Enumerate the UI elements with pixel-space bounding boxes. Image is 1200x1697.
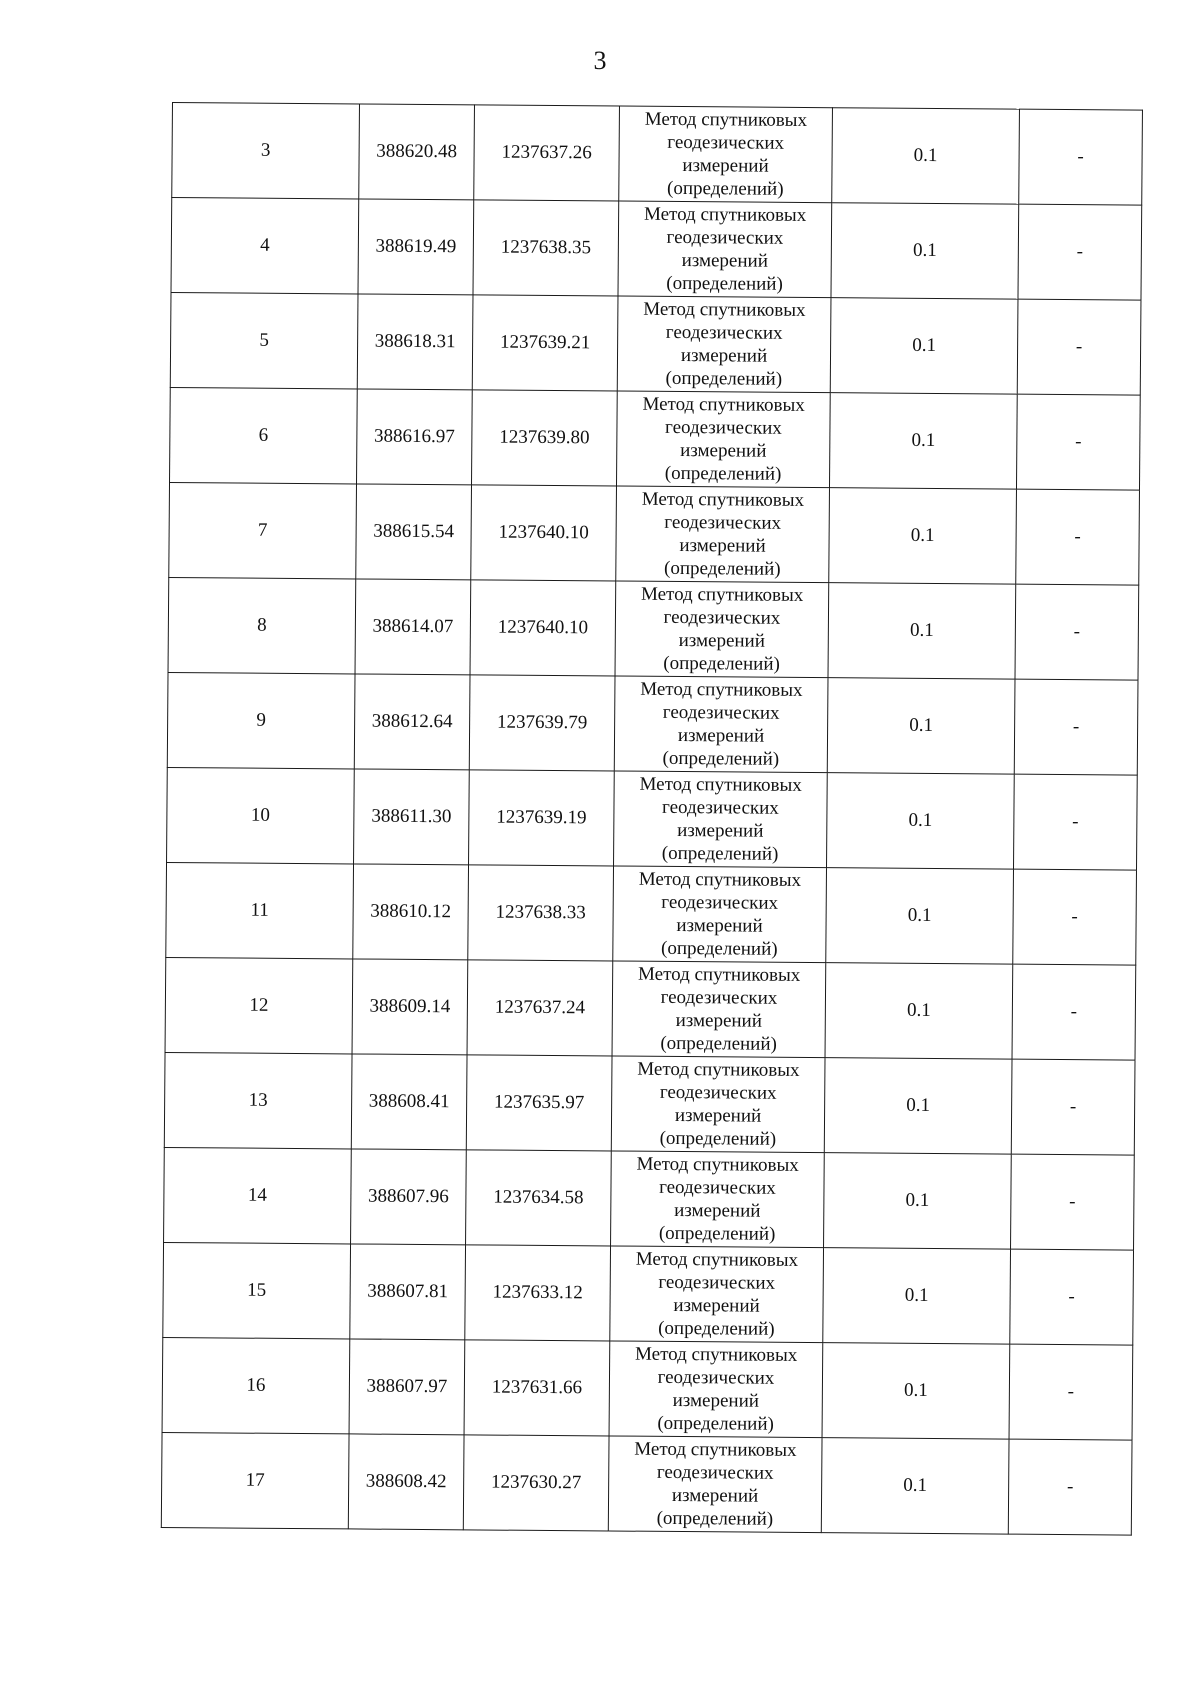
x-coordinate-cell: 388608.42 — [348, 1434, 464, 1530]
point-number-cell: 5 — [170, 292, 358, 388]
method-cell — [614, 771, 828, 868]
note-cell: - — [1009, 1344, 1133, 1440]
accuracy-cell: 0.1 — [827, 773, 1015, 869]
point-number-cell: 3 — [172, 103, 360, 199]
method-line: Метод спутниковых — [643, 298, 806, 321]
method-line: измерений — [673, 1294, 760, 1317]
method-line: Метод спутниковых — [640, 678, 803, 701]
method-line: измерений — [675, 1009, 763, 1032]
method-cell — [612, 961, 826, 1058]
method-line: геодезических — [666, 226, 784, 249]
method-line: Метод спутниковых — [638, 868, 802, 891]
y-coordinate-cell: 1237639.21 — [472, 295, 618, 391]
accuracy-cell: 0.1 — [829, 488, 1017, 584]
method-line: (определений) — [665, 367, 783, 390]
method-line: геодезических — [662, 701, 780, 724]
y-coordinate-cell: 1237637.24 — [467, 960, 613, 1056]
table-row — [165, 957, 1136, 1060]
method-cell — [610, 1246, 824, 1343]
x-coordinate-cell: 388615.54 — [356, 484, 472, 580]
method-line: геодезических — [660, 986, 778, 1009]
x-coordinate-cell: 388614.07 — [355, 579, 471, 675]
method-line: Метод спутниковых — [643, 203, 807, 226]
table-row — [170, 292, 1141, 395]
x-coordinate-cell: 388608.41 — [351, 1054, 467, 1150]
method-line: Метод спутниковых — [639, 773, 802, 796]
y-coordinate-cell: 1237639.19 — [469, 770, 615, 866]
method-line: измерений — [678, 629, 766, 652]
y-coordinate-cell: 1237640.10 — [471, 485, 617, 581]
x-coordinate-cell: 388616.97 — [357, 389, 473, 485]
method-line: Метод спутниковых — [637, 963, 801, 986]
method-line: Метод спутниковых — [644, 108, 808, 131]
method-cell — [619, 106, 833, 203]
y-coordinate-cell: 1237631.66 — [464, 1340, 610, 1436]
accuracy-cell: 0.1 — [825, 963, 1013, 1059]
y-coordinate-cell: 1237630.27 — [463, 1435, 609, 1531]
method-line: измерений — [672, 1389, 760, 1412]
method-line: геодезических — [659, 1176, 776, 1199]
method-line: геодезических — [659, 1081, 777, 1104]
method-line: (определений) — [660, 1032, 777, 1055]
method-line: геодезических — [663, 606, 781, 629]
note-cell: - — [1015, 584, 1139, 680]
point-number-cell: 11 — [166, 862, 354, 958]
note-cell: - — [1011, 1154, 1135, 1250]
method-line: (определений) — [661, 842, 779, 865]
note-cell: - — [1016, 489, 1140, 585]
note-cell: - — [1014, 679, 1138, 775]
method-line: измерений — [681, 250, 769, 272]
table-row — [164, 1052, 1135, 1155]
method-line: измерений — [674, 1104, 762, 1127]
method-line: (определений) — [659, 1127, 777, 1150]
point-number-cell: 12 — [165, 957, 353, 1053]
accuracy-cell: 0.1 — [821, 1438, 1009, 1534]
accuracy-cell: 0.1 — [824, 1058, 1012, 1154]
accuracy-cell: 0.1 — [832, 108, 1020, 204]
table-row — [169, 482, 1140, 585]
note-cell: - — [1017, 299, 1141, 395]
method-cell — [616, 486, 830, 583]
method-line: (определений) — [661, 937, 778, 960]
method-line: Метод спутниковых — [637, 1058, 800, 1081]
y-coordinate-cell: 1237638.33 — [468, 865, 614, 961]
table-row — [161, 1432, 1132, 1535]
point-number-cell: 9 — [167, 672, 355, 768]
accuracy-cell: 0.1 — [823, 1248, 1011, 1344]
method-line: измерений — [677, 724, 765, 747]
method-line: (определений) — [664, 557, 781, 580]
method-cell — [615, 581, 829, 678]
note-cell: - — [1016, 394, 1140, 490]
table-row — [167, 767, 1138, 870]
x-coordinate-cell: 388607.96 — [351, 1149, 467, 1245]
method-cell — [613, 866, 827, 963]
table-row — [170, 387, 1141, 490]
accuracy-cell: 0.1 — [824, 1153, 1012, 1249]
accuracy-cell: 0.1 — [822, 1343, 1010, 1439]
method-cell — [614, 676, 828, 773]
point-number-cell: 10 — [167, 767, 355, 863]
x-coordinate-cell: 388610.12 — [353, 864, 469, 960]
accuracy-cell: 0.1 — [829, 393, 1017, 489]
method-line: измерений — [680, 345, 768, 367]
method-line: измерений — [671, 1484, 759, 1507]
method-line: Метод спутниковых — [636, 1153, 799, 1176]
point-number-cell: 8 — [168, 577, 356, 673]
method-line: Метод спутниковых — [634, 1343, 798, 1366]
method-line: измерений — [680, 440, 767, 462]
method-line: геодезических — [662, 796, 779, 819]
method-line: геодезических — [665, 416, 782, 439]
method-line: (определений) — [663, 652, 780, 675]
method-line: Метод спутниковых — [641, 488, 805, 511]
point-number-cell: 4 — [171, 198, 359, 294]
method-line: измерений — [679, 534, 766, 557]
method-cell — [611, 1056, 825, 1153]
y-coordinate-cell: 1237633.12 — [465, 1245, 611, 1341]
note-cell: - — [1012, 964, 1136, 1060]
point-number-cell: 13 — [164, 1052, 352, 1148]
table-row — [164, 1147, 1135, 1250]
method-line: геодезических — [667, 131, 785, 154]
accuracy-cell: 0.1 — [828, 583, 1016, 679]
x-coordinate-cell: 388607.97 — [349, 1339, 465, 1435]
method-line: Метод спутниковых — [635, 1248, 799, 1271]
table-row — [163, 1242, 1134, 1345]
note-cell: - — [1019, 109, 1143, 205]
accuracy-cell: 0.1 — [831, 203, 1019, 299]
y-coordinate-cell: 1237640.10 — [470, 580, 616, 676]
note-cell: - — [1010, 1249, 1134, 1345]
point-number-cell: 6 — [170, 387, 358, 483]
x-coordinate-cell: 388607.81 — [350, 1244, 466, 1340]
method-line: (определений) — [662, 747, 780, 770]
method-line: (определений) — [658, 1222, 776, 1245]
y-coordinate-cell: 1237638.35 — [473, 200, 619, 296]
point-number-cell: 14 — [164, 1147, 352, 1243]
method-line: Метод спутниковых — [642, 393, 805, 416]
method-line: (определений) — [666, 177, 784, 200]
note-cell: - — [1014, 774, 1138, 870]
method-line: геодезических — [657, 1366, 775, 1389]
method-line: (определений) — [658, 1317, 775, 1340]
point-number-cell: 15 — [163, 1242, 351, 1338]
x-coordinate-cell: 388619.49 — [358, 199, 474, 295]
method-line: геодезических — [656, 1461, 774, 1484]
point-number-cell: 7 — [169, 482, 357, 578]
method-line: (определений) — [657, 1412, 774, 1435]
x-coordinate-cell: 388618.31 — [357, 294, 473, 390]
table-row — [171, 198, 1142, 301]
note-cell: - — [1008, 1439, 1132, 1535]
method-line: геодезических — [664, 511, 782, 534]
method-cell — [617, 296, 831, 393]
page-number: 3 — [593, 46, 607, 75]
coordinates-table-body — [161, 103, 1142, 1536]
accuracy-cell: 0.1 — [827, 678, 1015, 774]
method-line: (определений) — [666, 272, 783, 295]
y-coordinate-cell: 1237635.97 — [466, 1055, 612, 1151]
table-row — [166, 862, 1137, 965]
method-line: Метод спутниковых — [640, 583, 804, 606]
table-row — [162, 1337, 1133, 1440]
method-line: измерений — [674, 1199, 761, 1222]
accuracy-cell: 0.1 — [826, 868, 1014, 964]
method-line: (определений) — [656, 1507, 774, 1530]
point-number-cell: 16 — [162, 1337, 350, 1433]
table-row — [167, 672, 1138, 775]
note-cell: - — [1011, 1059, 1135, 1155]
method-cell — [611, 1151, 825, 1248]
x-coordinate-cell: 388609.14 — [352, 959, 468, 1055]
method-cell — [609, 1341, 823, 1438]
method-line: измерений — [682, 155, 769, 177]
y-coordinate-cell: 1237639.79 — [469, 675, 615, 771]
y-coordinate-cell: 1237634.58 — [466, 1150, 612, 1246]
method-cell — [616, 391, 830, 488]
note-cell: - — [1018, 204, 1142, 300]
method-line: геодезических — [661, 891, 779, 914]
table-row — [168, 577, 1139, 680]
method-line: геодезических — [665, 321, 783, 344]
x-coordinate-cell: 388612.64 — [354, 674, 470, 770]
y-coordinate-cell: 1237637.26 — [474, 105, 620, 201]
x-coordinate-cell: 388611.30 — [354, 769, 470, 865]
method-line: (определений) — [664, 462, 782, 485]
x-coordinate-cell: 388620.48 — [359, 104, 475, 200]
point-number-cell: 17 — [161, 1432, 349, 1528]
table-row — [172, 103, 1143, 206]
coordinates-table — [161, 102, 1143, 1536]
method-line: Метод спутниковых — [634, 1438, 797, 1461]
y-coordinate-cell: 1237639.80 — [472, 390, 618, 486]
method-cell — [608, 1436, 822, 1533]
method-line: измерений — [676, 914, 763, 937]
method-line: геодезических — [658, 1271, 776, 1294]
note-cell: - — [1013, 869, 1137, 965]
accuracy-cell: 0.1 — [830, 298, 1018, 394]
method-line: измерений — [677, 819, 764, 842]
method-cell — [618, 201, 832, 298]
